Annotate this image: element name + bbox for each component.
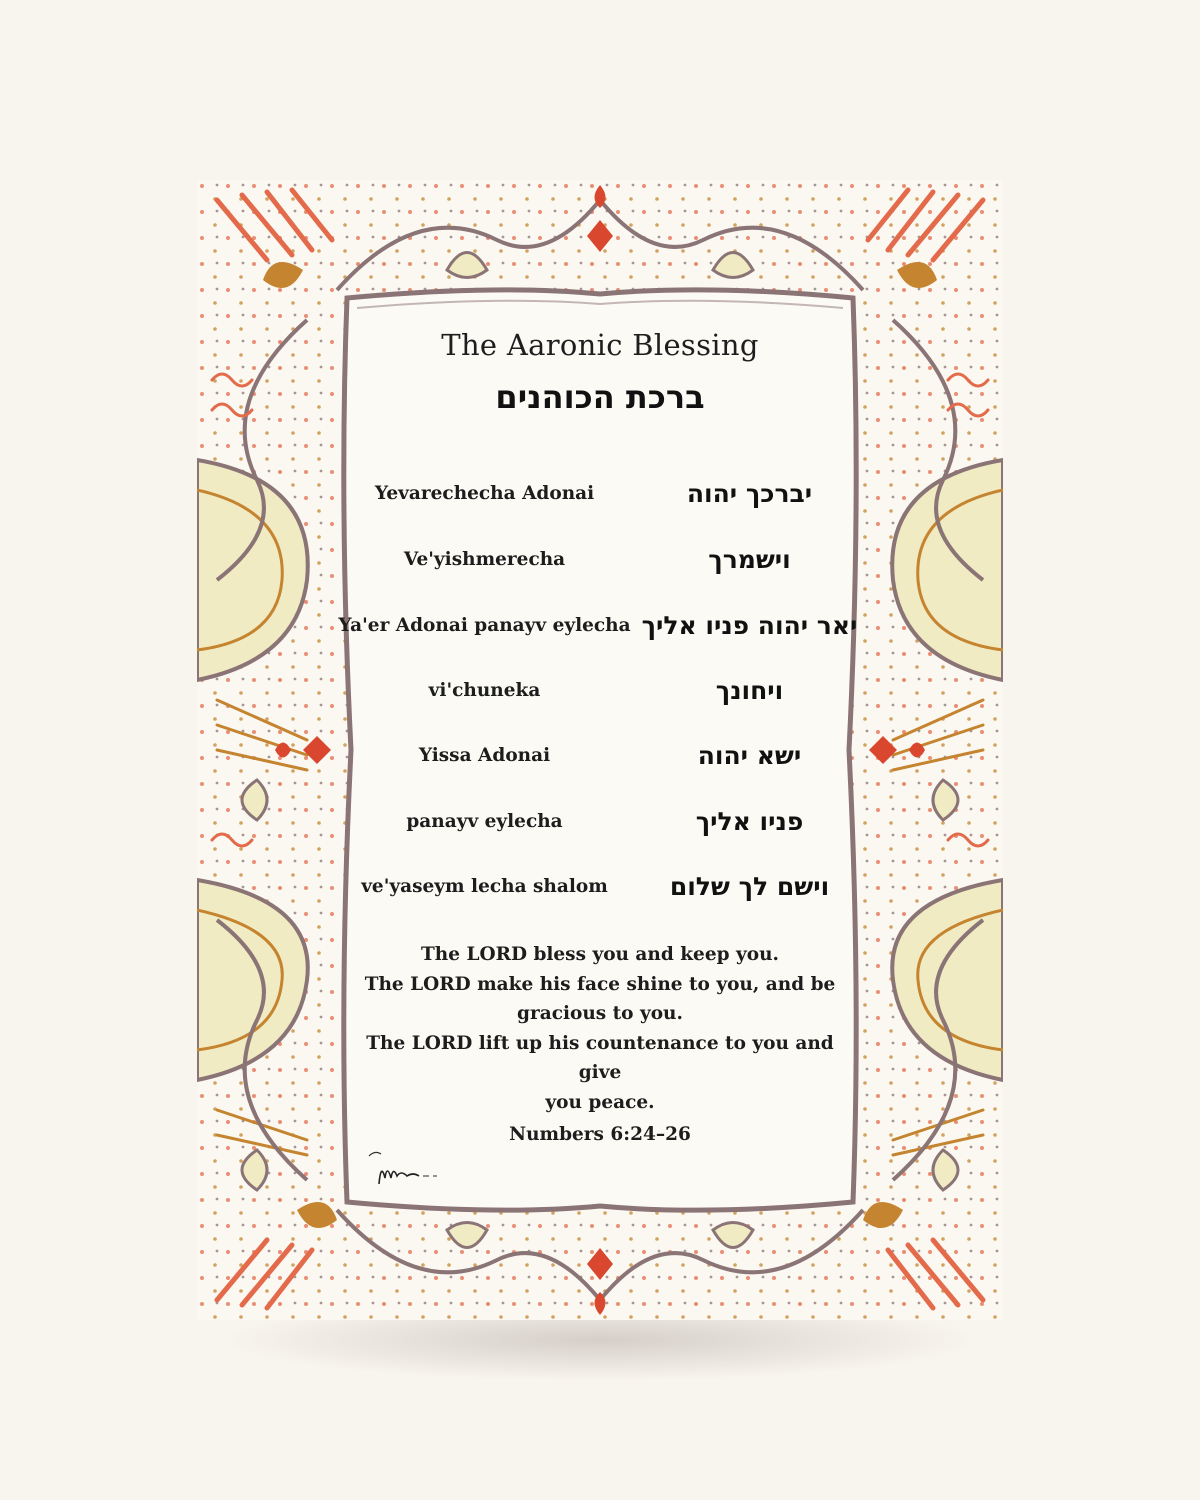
transliteration: Ya'er Adonai panayv eylecha <box>338 615 631 636</box>
hebrew-line: יברכך יהוה <box>686 479 813 508</box>
english-line: The LORD make his face shine to you, and be <box>364 973 836 995</box>
english-line: The LORD lift up his countenance to you and give <box>366 1032 834 1083</box>
hebrew-line: וישמרך <box>708 545 791 574</box>
blessing-line <box>197 807 1003 851</box>
page-title: The Aaronic Blessing <box>441 328 759 362</box>
hebrew-line: יאר יהוה פניו אליך <box>641 611 858 640</box>
english-line: The LORD bless you and keep you. <box>421 944 779 965</box>
hebrew-line: פניו אליך <box>695 807 804 836</box>
blessing-line <box>197 545 1003 589</box>
english-line: you peace. <box>545 1091 655 1113</box>
english-translation <box>347 940 853 1117</box>
blessing-line <box>197 872 1003 916</box>
scripture-reference: Numbers 6:24–26 <box>509 1124 691 1145</box>
hebrew-line: ישא יהוה <box>697 741 802 770</box>
blessing-line <box>197 741 1003 785</box>
english-line: gracious to you. <box>517 1003 683 1024</box>
artist-signature <box>367 1148 457 1192</box>
hebrew-line: ויחונך <box>715 676 784 705</box>
blessing-line <box>197 479 1003 523</box>
blessing-line <box>197 676 1003 720</box>
transliteration: panayv eylecha <box>406 811 563 832</box>
transliteration: Ve'yishmerecha <box>403 549 566 570</box>
transliteration: Yissa Adonai <box>418 745 551 766</box>
hebrew-title: ברכת הכוהנים <box>495 378 705 416</box>
transliteration: Yevarechecha Adonai <box>374 483 595 504</box>
transliteration: ve'yaseym lecha shalom <box>361 876 608 897</box>
hebrew-line: וישם לך שלום <box>669 872 830 901</box>
transliteration: vi'chuneka <box>428 680 541 701</box>
blessing-line <box>197 611 1003 655</box>
poster <box>197 180 1003 1320</box>
